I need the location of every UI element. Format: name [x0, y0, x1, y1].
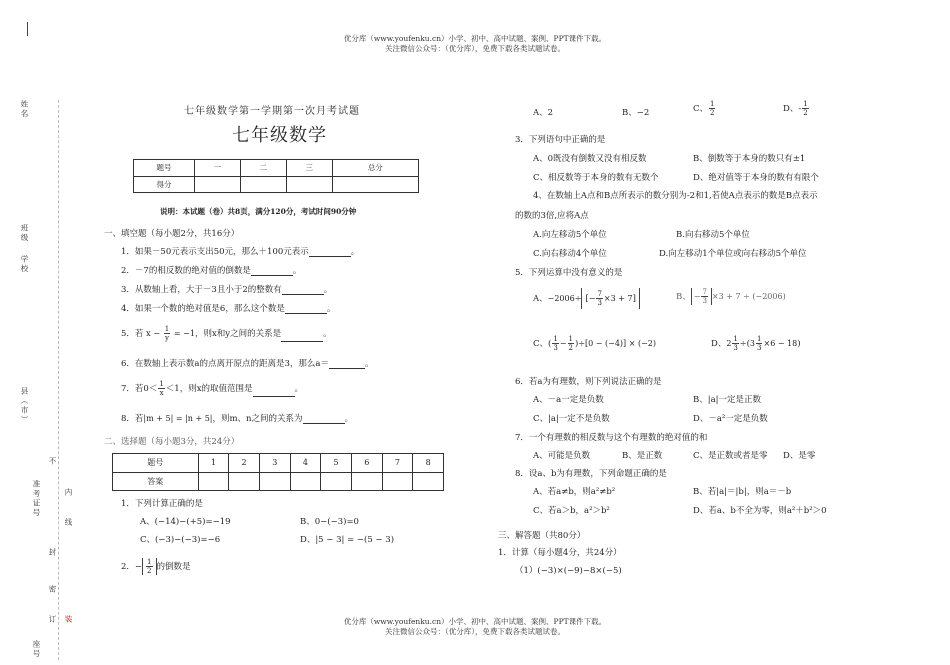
- answer-table-cell: 7: [382, 454, 413, 473]
- s2-q3-option-c: C、相反数等于本身的数有无数个: [533, 173, 659, 183]
- q5d-div: ÷: [739, 339, 747, 348]
- binding-county-label: 县（市）: [20, 387, 29, 425]
- s2-q4-stem-2: 的数的3倍,应将A点: [515, 211, 589, 221]
- s3-problem-1: （1）(−3)×(−9)−8×(−5): [515, 566, 622, 576]
- answer-input-cell[interactable]: [290, 472, 321, 491]
- answer-blank[interactable]: [329, 360, 365, 369]
- option-d-label: D、-: [783, 104, 802, 114]
- option-label: C、: [533, 339, 549, 349]
- s1-q3: 3．从数轴上看，大于－3且小于2的整数有 。: [121, 285, 333, 295]
- s2-q2-prefix: 2．−: [121, 562, 143, 572]
- s2-q5-option-a: [533, 288, 640, 309]
- binding-seat-label: 座号: [32, 640, 41, 659]
- seal-char-7: 装: [64, 615, 73, 625]
- s2-q4-option-a: A.向左移动5个单位: [533, 230, 607, 240]
- binding-name-label: 姓名: [20, 100, 29, 119]
- abs-bars: [691, 288, 712, 305]
- s1-q5-minus: −: [153, 329, 161, 338]
- answer-input-cell[interactable]: [382, 472, 413, 491]
- seal-char-4: 封: [48, 548, 57, 558]
- s1-q2-text: 2．－7的相反数的绝对值的倒数是: [121, 266, 251, 276]
- q5d-expr: ×6 − 18: [763, 339, 798, 348]
- s1-q5-eq: = −1: [173, 329, 195, 338]
- s2-q6-option-d: D、－a²一定是负数: [693, 414, 768, 424]
- page-header-line2: 关注微信公众号：（优分库），免费下载各类试题试卷。: [385, 44, 565, 53]
- fraction: [568, 335, 574, 352]
- frac-den: 2: [803, 109, 808, 117]
- answer-table-cell: 5: [321, 454, 352, 473]
- answer-blank[interactable]: [281, 333, 323, 342]
- s2-q2: [121, 558, 191, 575]
- fraction: [158, 380, 164, 397]
- fraction: [164, 325, 170, 342]
- answer-input-cell[interactable]: [198, 472, 229, 491]
- frac-num: 1: [553, 335, 558, 343]
- s2-q5-option-c: C、( $\frac{1}{3}$ − $\frac{1}{2}$ )÷[0 − (−4)] × (−2): [533, 335, 656, 352]
- s2-q4-option-d: D.向左移动1个单位或向右移动5个单位: [659, 249, 807, 259]
- binding-dashed-line: [58, 100, 59, 660]
- frac-den: 2: [568, 344, 573, 352]
- frac-num: 1: [710, 100, 715, 108]
- score-table-cell: 一: [195, 160, 241, 177]
- answer-table: [112, 453, 444, 491]
- q5a-inner: −: [588, 294, 596, 303]
- s2-q7-option-c: C、是正数或者是零: [693, 451, 768, 461]
- answer-input-cell[interactable]: [321, 472, 352, 491]
- answer-table-cell: 2: [229, 454, 260, 473]
- s2-q6-option-a: A、－a一定是负数: [533, 395, 604, 405]
- q5d-whole2: 3: [749, 339, 756, 348]
- frac-num: 1: [757, 335, 762, 343]
- exam-note: 说明：本试题（卷）共8页，满分120分，考试时间90分钟: [160, 207, 357, 216]
- frac-den: 3: [733, 344, 738, 352]
- fraction: [709, 100, 715, 117]
- answer-blank[interactable]: [303, 415, 345, 424]
- s2-q6-option-b: B、|a|一定是正数: [693, 395, 762, 405]
- q5c-expr: ÷[0 − (−4)] × (−2): [578, 339, 656, 348]
- s1-q1-text: 1．如果－50元表示支出50元，那么＋100元表示: [121, 247, 309, 257]
- frac-den: 3: [553, 344, 558, 352]
- binding-exam-no-label: 准考证号: [32, 480, 41, 518]
- answer-table-cell: 题号: [113, 454, 199, 473]
- answer-table-cell: 8: [413, 454, 444, 473]
- s2-q2-option-b: B、−2: [622, 108, 650, 118]
- s2-q3-stem: 3．下列语句中正确的是: [515, 135, 606, 145]
- s1-q6-text: 6．在数轴上表示数a的点离开原点的距离是3，那么a＝: [121, 359, 329, 369]
- s2-q1-option-c: C、(−3)−(−3)=−6: [140, 535, 221, 545]
- answer-blank[interactable]: [309, 248, 351, 257]
- abs-bars: [142, 558, 156, 575]
- option-c-label: C、: [693, 104, 709, 114]
- s2-q4-option-c: C.向右移动4个单位: [533, 249, 607, 259]
- frac-den: 3: [757, 344, 762, 352]
- frac-den: x: [159, 389, 164, 397]
- s2-q6-stem: 6．若a为有理数，则下列说法正确的是: [515, 377, 662, 387]
- score-input-cell[interactable]: [240, 176, 286, 193]
- answer-table-cell: 3: [259, 454, 290, 473]
- s1-q7-prefix: 7．若0＜: [121, 384, 158, 394]
- frac-den: 3: [702, 297, 707, 305]
- option-label: A、: [533, 294, 548, 304]
- binding-school-label: 学校: [20, 255, 29, 274]
- s2-q8-option-c: C、若a＞b，a²＞b²: [533, 506, 610, 516]
- frac-den: 2: [147, 567, 152, 575]
- s1-q4: 4．如果一个数的绝对值是6，那么这个数是 。: [121, 304, 336, 314]
- s1-q2: 2．－7的相反数的绝对值的倒数是 。: [121, 266, 302, 276]
- s2-q7-stem: 7．一个有理数的相反数与这个有理数的绝对值的和: [515, 433, 708, 443]
- page-footer-line1: 优分库（www.youfenku.cn）小学、初中、高中试题、案例、PPT课件下载。: [343, 617, 607, 626]
- seal-char-6: 订: [48, 615, 57, 625]
- exam-title: 七年级数学: [232, 125, 327, 146]
- s2-q1-option-d: D、|5 − 3| = −(5 − 3): [300, 535, 395, 545]
- score-table-cell: 三: [286, 160, 332, 177]
- s2-q2-option-d: [783, 100, 810, 117]
- option-label: D、: [711, 339, 727, 349]
- s1-q8-expr: |m + 5| = |n + 5|: [143, 414, 213, 423]
- fraction: [732, 335, 738, 352]
- s2-q2-option-a: A、2: [533, 108, 554, 118]
- score-table: [133, 159, 419, 193]
- s2-q8-stem: 8．设a、b为有理数，下列命题正确的是: [515, 469, 667, 479]
- s1-q8: 8．若|m + 5| = |n + 5|，则m、n之间的关系为 。: [121, 414, 354, 424]
- s2-q3-option-a: A、0既没有倒数又没有相反数: [533, 154, 647, 164]
- frac-num: 1: [159, 380, 164, 388]
- s2-q8-option-d: D、若a、b不全为零，则a²＋b²＞0: [693, 506, 827, 516]
- s2-q3-option-b: B、倒数等于本身的数只有±1: [693, 154, 806, 164]
- s2-q6-option-c: C、|a|一定不是负数: [533, 414, 610, 424]
- s1-q8-prefix: 8．若: [121, 414, 144, 424]
- answer-blank[interactable]: [282, 286, 324, 295]
- answer-table-cell: 4: [290, 454, 321, 473]
- fraction: [596, 290, 602, 307]
- s1-q5: 5．若 x − $\frac{1}{y}$ = −1，则x和y之间的关系是 。: [121, 325, 332, 342]
- s2-q5-option-b: [676, 288, 786, 305]
- s2-q2-suffix: 的倒数是: [156, 562, 191, 572]
- frac-num: 1: [733, 335, 738, 343]
- answer-table-cell: 答案: [113, 472, 199, 491]
- answer-input-cell[interactable]: [259, 472, 290, 491]
- frac-den: y: [165, 334, 169, 342]
- s1-q5-prefix: 5．若: [121, 329, 144, 339]
- s1-q5-suffix: ，则x和y之间的关系是: [194, 329, 282, 339]
- page-footer-line2: 关注微信公众号：（优分库），免费下载各类试题试卷。: [385, 627, 565, 636]
- s2-q7-option-d: D、是零: [783, 451, 816, 461]
- answer-blank[interactable]: [285, 305, 327, 314]
- binding-class-label: 班级: [20, 224, 29, 243]
- s1-q8-suffix: ，则m、n之间的关系为: [212, 414, 303, 424]
- section2-heading: 二、选择题（每小题3分，共24分）: [104, 437, 240, 447]
- frac-num: 7: [702, 288, 707, 296]
- s1-q3-text: 3．从数轴上看，大于－3且小于2的整数有: [121, 285, 282, 295]
- frac-den: 2: [710, 109, 715, 117]
- seal-char-3: 线: [64, 518, 73, 528]
- answer-blank[interactable]: [253, 388, 295, 397]
- score-table-cell: 二: [240, 160, 286, 177]
- answer-input-cell[interactable]: [351, 472, 382, 491]
- frac-den: 3: [597, 299, 602, 307]
- s2-q3-option-d: D、绝对值等于本身的数有有限个: [693, 173, 819, 183]
- score-table-cell: 总分: [332, 160, 418, 177]
- s3-sub1: 1．计算（每小题4分，共24分）: [498, 548, 622, 558]
- q5d-whole: 2: [726, 339, 732, 348]
- option-label: B、: [676, 292, 691, 302]
- exam-subtitle: 七年级数学第一学期第一次月考试题: [184, 106, 360, 117]
- s2-q5-stem: 5．下列运算中没有意义的是: [515, 268, 623, 278]
- score-input-cell[interactable]: [286, 176, 332, 193]
- s1-q7: 7．若0＜ $\frac{1}{x}$ ＜1，则x的取值范围是 。: [121, 380, 304, 397]
- s2-q2-option-c: [693, 100, 716, 117]
- s1-q4-text: 4．如果一个数的绝对值是6，那么这个数是: [121, 304, 285, 314]
- fraction: [701, 288, 707, 305]
- fraction: [552, 335, 558, 352]
- fraction: [756, 335, 762, 352]
- abs-bars: [− $\frac{7}{3}$ ×3 + 7]: [581, 288, 640, 309]
- section3-heading: 三、解答题（共80分）: [498, 531, 586, 541]
- seal-char-5: 密: [48, 585, 57, 595]
- s2-q1-option-b: B、0−(−3)=0: [300, 517, 359, 527]
- s1-q7-mid: ＜1，则x的取值范围是: [165, 384, 253, 394]
- s2-q5-option-d: D、2 $\frac{1}{3}$ ÷(3 $\frac{1}{3}$ ×6 − 18): [711, 335, 801, 352]
- frac-num: 1: [803, 100, 808, 108]
- s1-q1: 1．如果－50元表示支出50元，那么＋100元表示 。: [121, 247, 360, 257]
- q5a-expr1: −2006÷: [547, 294, 582, 303]
- q5a-expr2: ×3 + 7: [603, 294, 633, 303]
- answer-table-cell: 1: [198, 454, 229, 473]
- section1-heading: 一、填空题（每小题2分，共16分）: [104, 229, 240, 239]
- s2-q8-option-b: B、若|a|＝|b|，则a＝－b: [693, 487, 792, 497]
- score-table-cell: 得分: [134, 176, 195, 193]
- seal-char-2: 内: [64, 488, 73, 498]
- score-input-cell[interactable]: [332, 176, 418, 193]
- frac-num: 1: [164, 325, 170, 333]
- answer-input-cell[interactable]: [413, 472, 444, 491]
- answer-input-cell[interactable]: [229, 472, 260, 491]
- score-table-cell: 题号: [134, 160, 195, 177]
- answer-blank[interactable]: [251, 267, 293, 276]
- q5c-minus: −: [559, 339, 567, 348]
- page-header-line1: 优分库（www.youfenku.cn）小学、初中、高中试题、案例、PPT课件下载。: [343, 34, 607, 43]
- fraction: [802, 100, 808, 117]
- s2-q4-option-b: B.向右移动5个单位: [676, 230, 750, 240]
- s2-q4-stem-1: 4、在数轴上A点和B点所表示的数分别为-2和1,若使A点表示的数是B点表示: [533, 191, 818, 201]
- s2-q1-option-a: A、(−14)−(+5)=−19: [140, 517, 231, 527]
- s2-q7-option-a: A、可能是负数: [533, 451, 591, 461]
- answer-table-cell: 6: [351, 454, 382, 473]
- s2-q7-option-b: B、是正数: [622, 451, 663, 461]
- s1-q6: 6．在数轴上表示数a的点离开原点的距离是3，那么a＝ 。: [121, 359, 374, 369]
- q5b-inner: −: [693, 292, 701, 301]
- frac-num: 7: [597, 290, 602, 298]
- frac-num: 1: [147, 558, 152, 566]
- frac-num: 1: [568, 335, 573, 343]
- q5b-expr: ×3 + 7 ÷ (−2006): [711, 292, 786, 301]
- score-input-cell[interactable]: [195, 176, 241, 193]
- s1-q5-x: x: [146, 329, 151, 338]
- s2-q8-option-a: A、若a≠b，则a²≠b²: [533, 487, 616, 497]
- fraction: [146, 558, 152, 575]
- seal-char-1: 不: [48, 457, 57, 467]
- s2-q1-stem: 1．下列计算正确的是: [121, 499, 203, 509]
